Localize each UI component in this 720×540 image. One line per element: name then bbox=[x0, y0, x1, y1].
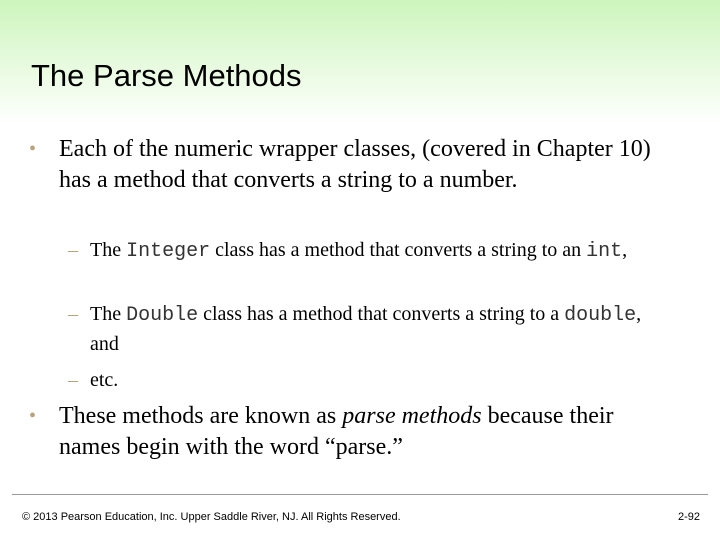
code-integer: Integer bbox=[126, 240, 211, 263]
text-segment: because their names begin with the word “parse.” bbox=[59, 403, 614, 460]
slide-title: The Parse Methods bbox=[31, 58, 302, 93]
code-double: double bbox=[564, 304, 637, 327]
sub-bullet-marker: – bbox=[68, 239, 78, 261]
text-segment: , bbox=[622, 239, 628, 261]
text-segment: The bbox=[90, 303, 127, 325]
footer-divider bbox=[12, 494, 708, 495]
sub-bullet-text bbox=[90, 236, 665, 266]
sub-bullet-text bbox=[90, 300, 665, 358]
bullet-text bbox=[59, 401, 659, 463]
code-int: int bbox=[586, 240, 623, 263]
slide-footer bbox=[0, 494, 720, 540]
text-segment: class has a method that converts a string to a bbox=[198, 303, 565, 325]
bullet-text: Each of the numeric wrapper classes, (covered in Chapter 10) has a method that converts a string to a number. bbox=[59, 136, 651, 193]
bullet-marker: • bbox=[29, 138, 37, 160]
emphasis-text: parse methods bbox=[342, 403, 482, 429]
text-segment: The bbox=[90, 239, 127, 261]
text-segment: class has a method that converts a string to an bbox=[210, 239, 587, 261]
code-double-class: Double bbox=[126, 304, 199, 327]
sub-bullet-text: etc. bbox=[90, 369, 119, 391]
text-segment: , and bbox=[90, 303, 642, 355]
sub-bullet-marker: – bbox=[68, 369, 78, 391]
text-segment: These methods are known as bbox=[59, 403, 343, 429]
bullet-marker: • bbox=[29, 405, 37, 427]
sub-bullet-marker: – bbox=[68, 303, 78, 325]
copyright-notice: © 2013 Pearson Education, Inc. Upper Saddle River, NJ. All Rights Reserved. bbox=[22, 511, 401, 523]
page-number: 2-92 bbox=[677, 511, 700, 523]
